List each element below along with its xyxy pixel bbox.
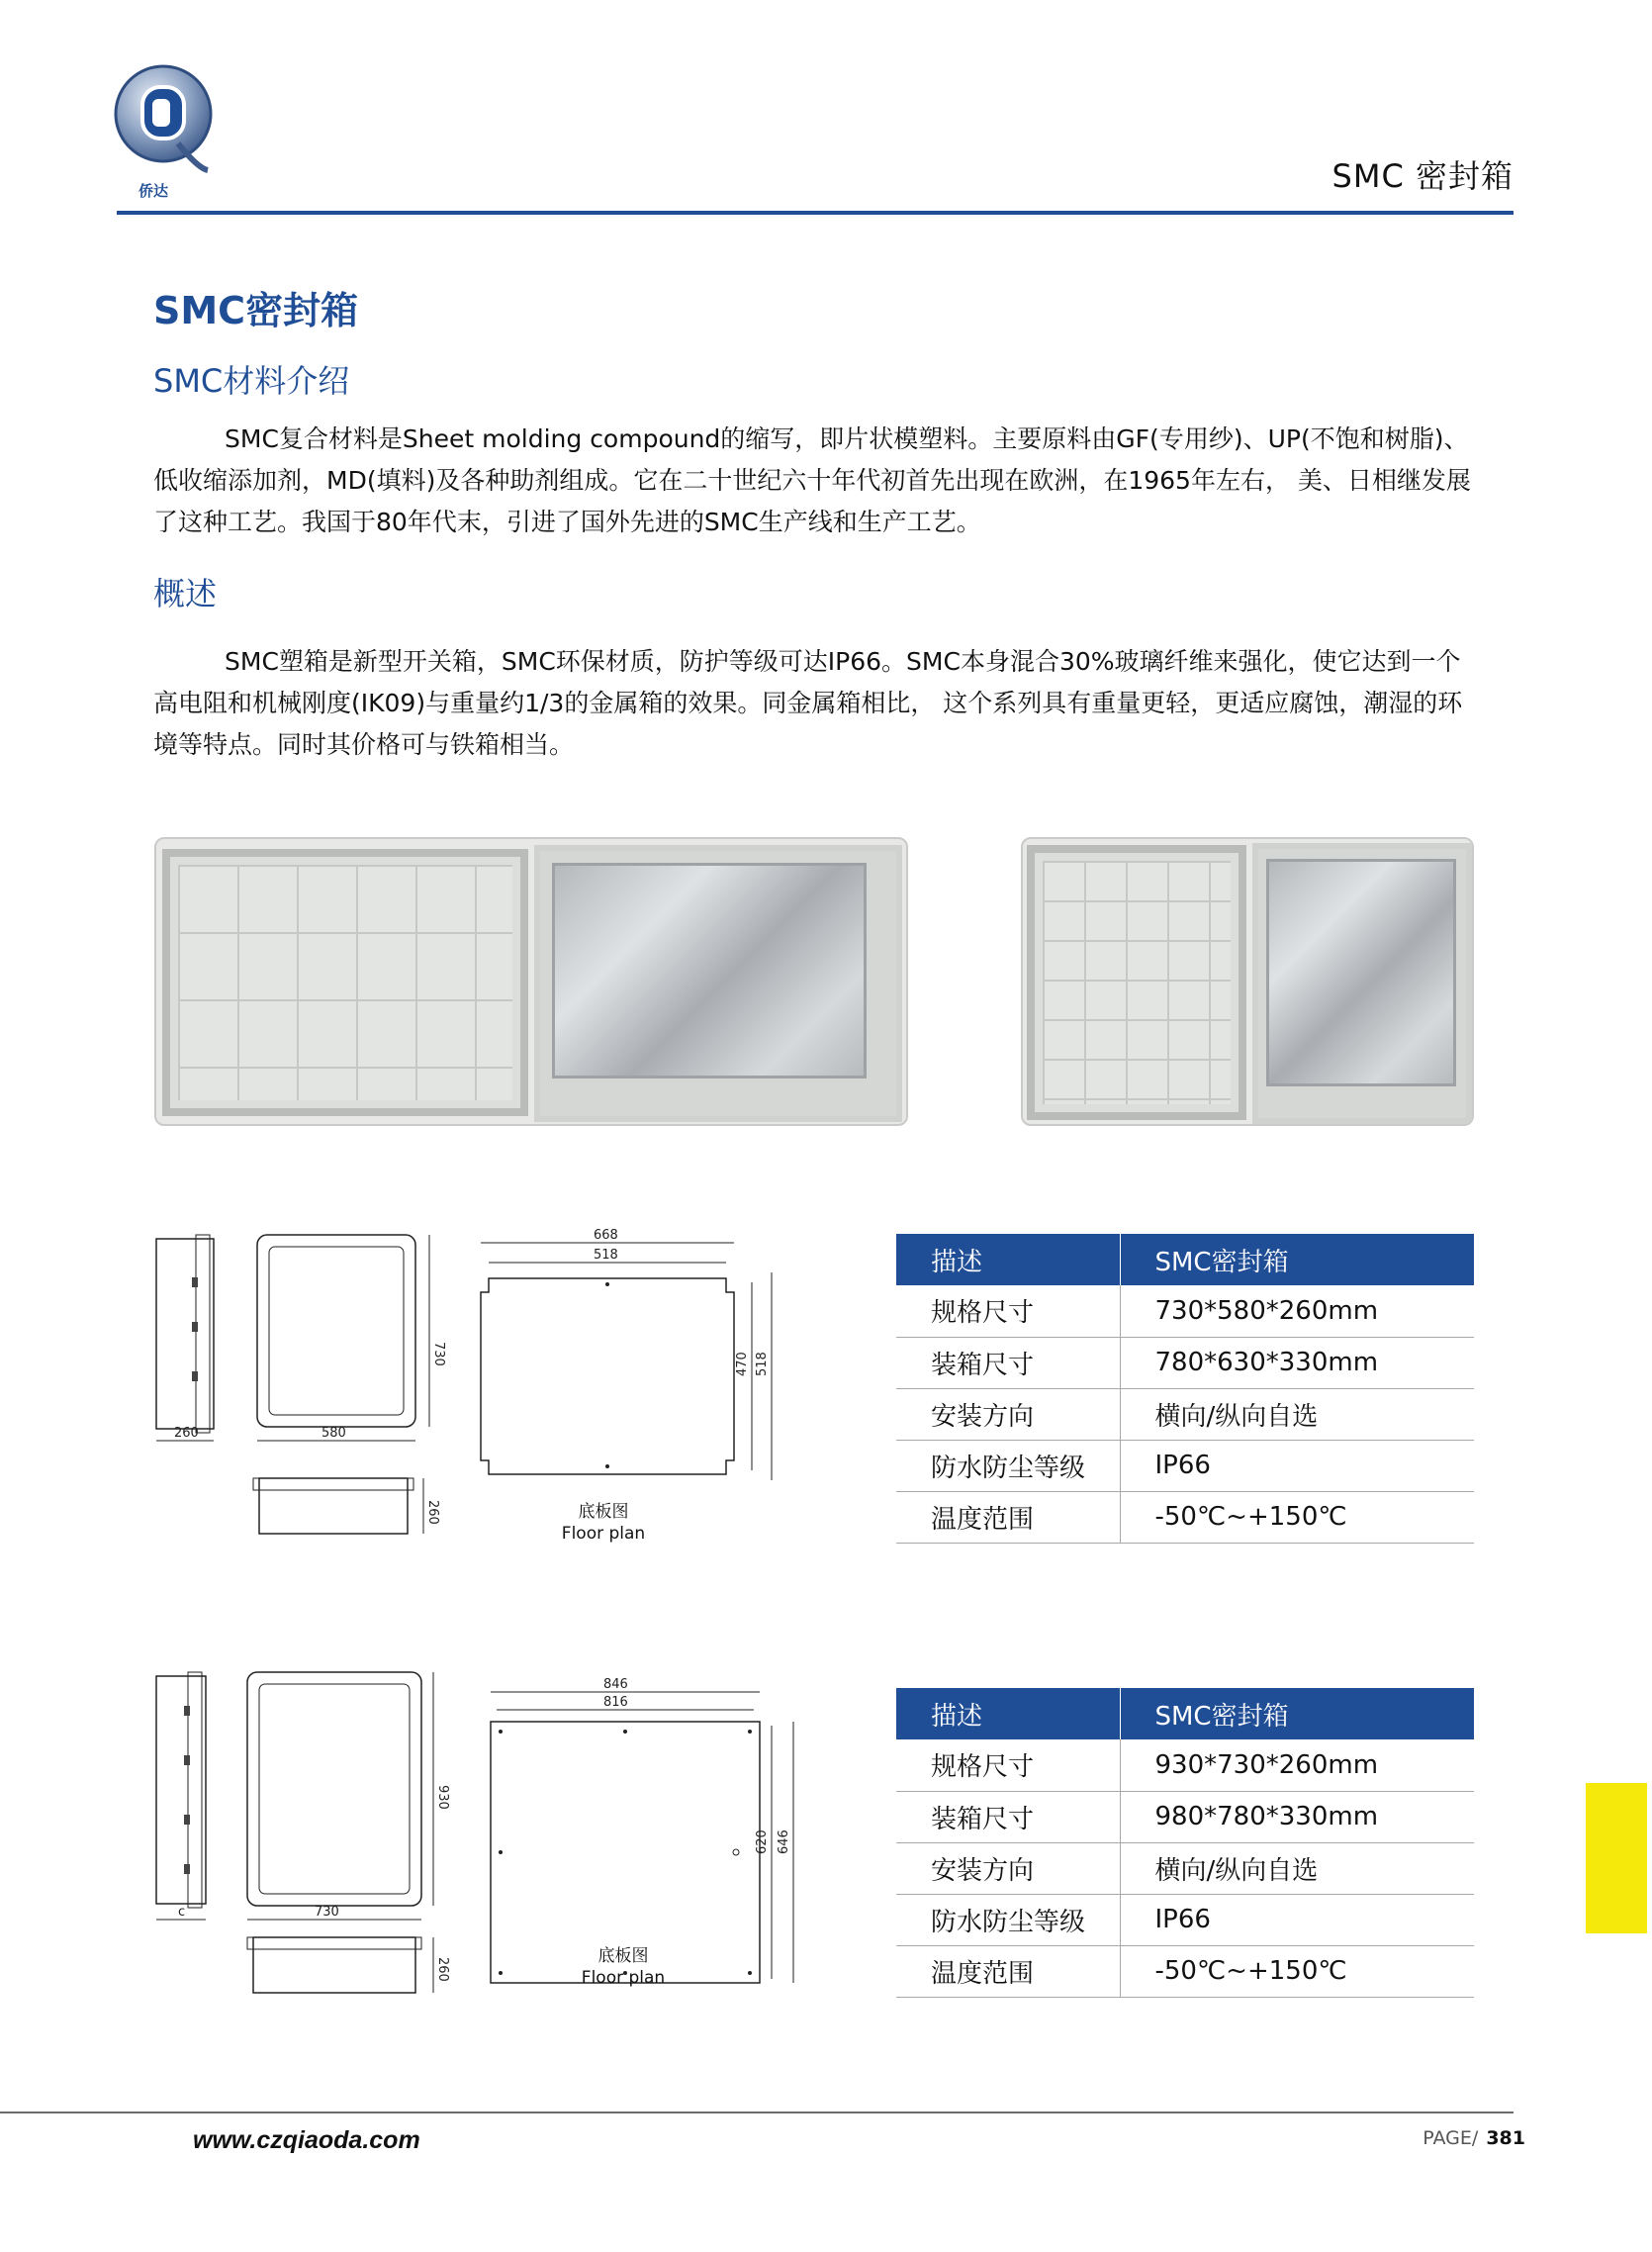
section-paragraph-material: SMC复合材料是Sheet molding compound的缩写，即片状模塑料。主要原料由GF(专用纱)、UP(不饱和树脂)、低收缩添加剂，MD(填料)及各种助剂组成。它在二十世纪六十年代初首先出现在欧洲，在1965年左右， 美、日相继发展了这种工艺。我国于80年代末，引进了国外先进的SMC生产线和生产工艺。 (153, 424, 1471, 536)
spec-value: 780*630*330mm (1120, 1337, 1474, 1388)
spec-header-label: 描述 (896, 1688, 1120, 1739)
table-row (896, 1945, 1474, 1997)
spec-value: IP66 (1120, 1440, 1474, 1491)
page-number-value: 381 (1486, 2127, 1525, 2149)
header-divider (117, 211, 1514, 215)
technical-drawing-2 (148, 1666, 821, 2003)
spec-value: 980*780*330mm (1120, 1791, 1474, 1842)
page-number (1423, 2127, 1525, 2149)
header-title: SMC 密封箱 (1331, 157, 1514, 195)
table-row (896, 1791, 1474, 1842)
spec-value: 730*580*260mm (1120, 1285, 1474, 1337)
dim-depth-2: c (178, 1905, 186, 1920)
floor-plan-caption-1 (514, 1501, 692, 1545)
spec-value: 横向/纵向自选 (1120, 1388, 1474, 1440)
dim-depth-1: 260 (174, 1426, 199, 1441)
spec-label: 安装方向 (896, 1842, 1120, 1894)
spec-label: 防水防尘等级 (896, 1440, 1120, 1491)
spec-label: 规格尺寸 (896, 1285, 1120, 1337)
table-row (896, 1491, 1474, 1543)
spec-label: 安装方向 (896, 1388, 1120, 1440)
floor-plan-caption-cn: 底板图 (578, 1502, 629, 1522)
spec-value: -50℃~+150℃ (1120, 1945, 1474, 1997)
table-row (896, 1894, 1474, 1945)
spec-label: 温度范围 (896, 1945, 1120, 1997)
dim-plan-inner-2: 816 (603, 1695, 628, 1710)
spec-label: 规格尺寸 (896, 1739, 1120, 1791)
dim-plan-inner-1: 518 (594, 1248, 618, 1263)
spec-header-value: SMC密封箱 (1120, 1688, 1474, 1739)
table-row (896, 1842, 1474, 1894)
spec-table-1 (896, 1234, 1474, 1544)
spec-table-header (896, 1688, 1474, 1739)
dim-plan-outer-2: 846 (603, 1677, 628, 1692)
dim-plan-outer-1: 668 (594, 1228, 618, 1243)
logo-text: 侨达 (138, 182, 169, 200)
spec-value: 930*730*260mm (1120, 1739, 1474, 1791)
dim-width-2: 730 (315, 1905, 339, 1920)
spec-header-label: 描述 (896, 1234, 1120, 1285)
footer-website-link[interactable]: www.czqiaoda.com (193, 2126, 420, 2154)
spec-label: 装箱尺寸 (896, 1337, 1120, 1388)
page-label: PAGE/ (1423, 2127, 1479, 2149)
table-row (896, 1388, 1474, 1440)
product-photo-open-box-tall (1021, 837, 1474, 1126)
spec-label: 温度范围 (896, 1491, 1120, 1543)
dim-bottom-height-2: 260 (435, 1957, 450, 1982)
dim-height-2: 930 (435, 1785, 450, 1810)
spec-header-value: SMC密封箱 (1120, 1234, 1474, 1285)
table-row (896, 1440, 1474, 1491)
dim-plan-h2-1: 518 (755, 1352, 770, 1376)
footer-divider (0, 2111, 1514, 2113)
spec-table-2 (896, 1688, 1474, 1998)
section-heading-overview: 概述 (153, 575, 218, 612)
dim-plan-h1-1: 470 (735, 1352, 750, 1376)
spec-value: -50℃~+150℃ (1120, 1491, 1474, 1543)
dim-width-1: 580 (321, 1426, 346, 1441)
table-row (896, 1285, 1474, 1337)
dim-bottom-height-1: 260 (425, 1500, 440, 1525)
floor-plan-caption-en: Floor plan (561, 1524, 646, 1544)
floor-plan-caption-2 (534, 1945, 712, 1989)
technical-drawing-1 (148, 1223, 801, 1549)
floor-plan-caption-en: Floor plan (581, 1968, 666, 1988)
spec-label: 防水防尘等级 (896, 1894, 1120, 1945)
page-title: SMC密封箱 (153, 289, 359, 332)
section-paragraph-overview: SMC塑箱是新型开关箱，SMC环保材质，防护等级可达IP66。SMC本身混合30%玻璃纤维来强化，使它达到一个高电阻和机械刚度(IK09)与重量约1/3的金属箱的效果。同金属箱相比， 这个系列具有重量更轻，更适应腐蚀，潮湿的环境等特点。同时其价格可与铁箱相当。 (153, 647, 1463, 759)
spec-table-header (896, 1234, 1474, 1285)
spec-value: IP66 (1120, 1894, 1474, 1945)
product-photo-open-box-large (154, 837, 908, 1126)
chapter-tab (1586, 1783, 1647, 1933)
floor-plan-caption-cn: 底板图 (597, 1946, 649, 1966)
dim-plan-h1-2: 620 (755, 1830, 770, 1854)
company-logo (109, 59, 218, 208)
spec-value: 横向/纵向自选 (1120, 1842, 1474, 1894)
table-row (896, 1337, 1474, 1388)
dim-plan-h2-2: 646 (777, 1830, 791, 1854)
dim-height-1: 730 (431, 1342, 446, 1366)
section-heading-material: SMC材料介绍 (153, 362, 350, 400)
spec-label: 装箱尺寸 (896, 1791, 1120, 1842)
table-row (896, 1739, 1474, 1791)
